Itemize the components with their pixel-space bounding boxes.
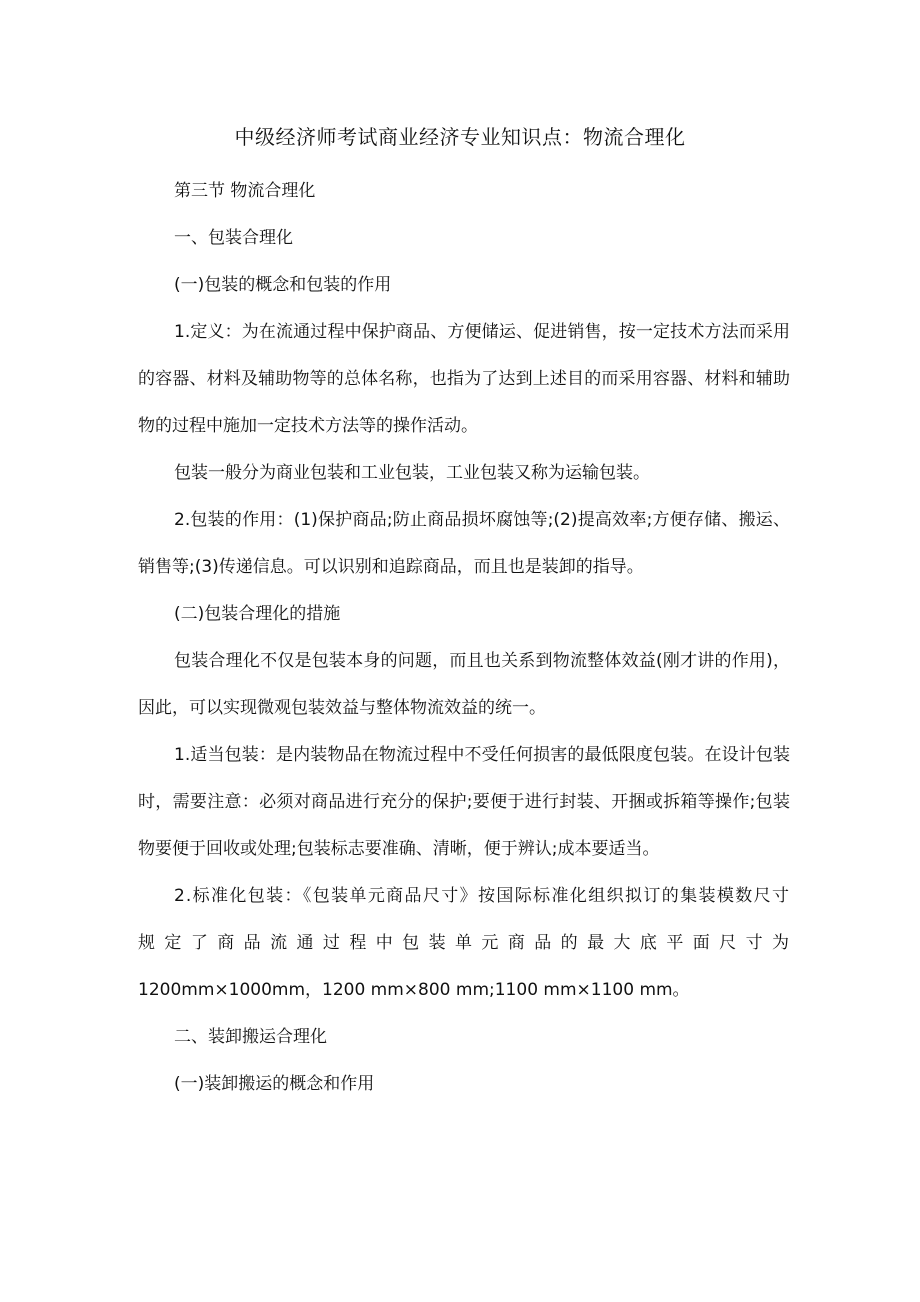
section-heading: 第三节 物流合理化: [174, 181, 316, 201]
paragraph-heading: (一)装卸搬运的概念和作用: [174, 1074, 375, 1094]
paragraph-heading: (二)包装合理化的措施: [174, 604, 341, 624]
paragraph-heading: (一)包装的概念和包装的作用: [174, 275, 392, 295]
rationalization-paragraph: 包装合理化不仅是包装本身的问题，而且也关系到物流整体效益(刚才讲的作用)，因此，可以实现微观包装效益与整体物流效益的统一。: [138, 651, 790, 718]
document-title: 中级经济师考试商业经济专业知识点：物流合理化: [234, 125, 686, 149]
packaging-types-paragraph: 包装一般分为商业包装和工业包装，工业包装又称为运输包装。: [174, 463, 650, 483]
definition-paragraph: 1.定义：为在流通过程中保护商品、方便储运、促进销售，按一定技术方法而采用的容器、材料及辅助物等的总体名称，也指为了达到上述目的而采用容器、材料和辅助物的过程中施加一定技术方法等的操作活动。: [138, 322, 790, 436]
appropriate-packaging-paragraph: 1.适当包装：是内装物品在物流过程中不受任何损害的最低限度包装。在设计包装时，需要注意：必须对商品进行充分的保护;要便于进行封装、开捆或拆箱等操作;包装物要便于回收或处理;包装标志要准确、清晰，便于辨认;成本要适当。: [138, 745, 790, 859]
subsection-heading: 一、包装合理化: [174, 228, 293, 248]
standardized-packaging-paragraph: 2.标准化包装：《包装单元商品尺寸》按国际标准化组织拟订的集装模数尺寸规定了商品流通过程中包装单元商品的最大底平面尺寸为: [138, 886, 790, 953]
dimensions-line: 1200mm×1000mm，1200 mm×800 mm;1100 mm×1100 mm。: [138, 980, 690, 1000]
packaging-function-paragraph: 2.包装的作用：(1)保护商品;防止商品损坏腐蚀等;(2)提高效率;方便存储、搬运、销售等;(3)传递信息。可以识别和追踪商品，而且也是装卸的指导。: [138, 510, 790, 577]
subsection-heading: 二、装卸搬运合理化: [174, 1027, 327, 1047]
document-body: [138, 168, 790, 1108]
